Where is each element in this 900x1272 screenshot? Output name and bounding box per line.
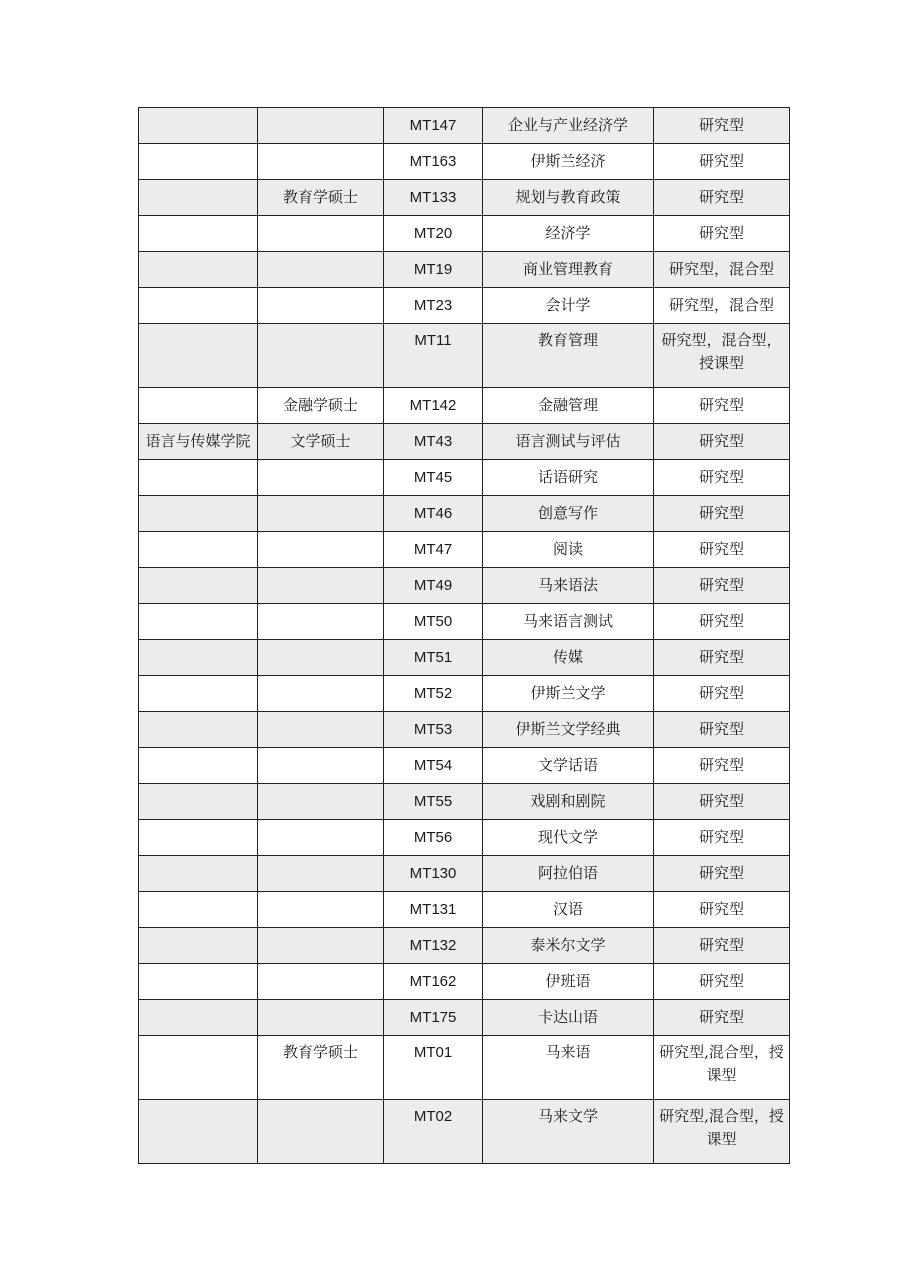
program-code-cell: MT133 <box>384 180 483 216</box>
field-of-study-cell: 会计学 <box>483 288 654 324</box>
program-code-cell: MT147 <box>384 108 483 144</box>
field-of-study-cell: 汉语 <box>483 892 654 928</box>
degree-cell <box>258 1100 384 1164</box>
degree-cell <box>258 496 384 532</box>
faculty-cell <box>139 712 258 748</box>
table-row <box>139 532 790 568</box>
faculty-cell <box>139 388 258 424</box>
study-mode-cell: 研究型 <box>654 568 790 604</box>
field-of-study-cell: 戏剧和剧院 <box>483 784 654 820</box>
degree-cell <box>258 604 384 640</box>
field-of-study-cell: 伊斯兰文学 <box>483 676 654 712</box>
faculty-cell <box>139 288 258 324</box>
program-code-cell: MT56 <box>384 820 483 856</box>
degree-cell <box>258 568 384 604</box>
study-mode-cell: 研究型 <box>654 964 790 1000</box>
faculty-cell <box>139 856 258 892</box>
field-of-study-cell: 创意写作 <box>483 496 654 532</box>
program-code-cell: MT131 <box>384 892 483 928</box>
table-row <box>139 856 790 892</box>
faculty-cell <box>139 144 258 180</box>
degree-cell <box>258 928 384 964</box>
programs-table-body <box>139 108 790 1164</box>
faculty-cell <box>139 1036 258 1100</box>
study-mode-cell: 研究型,混合型，授课型 <box>654 1036 790 1100</box>
faculty-cell <box>139 1000 258 1036</box>
table-row <box>139 1000 790 1036</box>
degree-cell <box>258 324 384 388</box>
field-of-study-cell: 泰米尔文学 <box>483 928 654 964</box>
program-code-cell: MT45 <box>384 460 483 496</box>
table-row <box>139 820 790 856</box>
study-mode-cell: 研究型 <box>654 676 790 712</box>
study-mode-cell: 研究型 <box>654 216 790 252</box>
program-code-cell: MT51 <box>384 640 483 676</box>
degree-cell <box>258 216 384 252</box>
study-mode-cell: 研究型 <box>654 748 790 784</box>
faculty-cell <box>139 532 258 568</box>
table-row <box>139 108 790 144</box>
table-row <box>139 676 790 712</box>
field-of-study-cell: 规划与教育政策 <box>483 180 654 216</box>
study-mode-cell: 研究型 <box>654 108 790 144</box>
program-code-cell: MT55 <box>384 784 483 820</box>
degree-cell <box>258 748 384 784</box>
study-mode-cell: 研究型 <box>654 424 790 460</box>
field-of-study-cell: 马来语法 <box>483 568 654 604</box>
study-mode-cell: 研究型 <box>654 496 790 532</box>
table-row <box>139 424 790 460</box>
faculty-cell <box>139 108 258 144</box>
field-of-study-cell: 经济学 <box>483 216 654 252</box>
table-row <box>139 964 790 1000</box>
table-row <box>139 568 790 604</box>
table-row <box>139 928 790 964</box>
program-code-cell: MT162 <box>384 964 483 1000</box>
faculty-cell <box>139 964 258 1000</box>
program-code-cell: MT20 <box>384 216 483 252</box>
faculty-cell: 语言与传媒学院 <box>139 424 258 460</box>
faculty-cell <box>139 252 258 288</box>
study-mode-cell: 研究型 <box>654 928 790 964</box>
field-of-study-cell: 阅读 <box>483 532 654 568</box>
faculty-cell <box>139 216 258 252</box>
faculty-cell <box>139 892 258 928</box>
table-row <box>139 892 790 928</box>
degree-cell <box>258 288 384 324</box>
program-code-cell: MT11 <box>384 324 483 388</box>
degree-cell <box>258 676 384 712</box>
field-of-study-cell: 伊斯兰经济 <box>483 144 654 180</box>
field-of-study-cell: 伊斯兰文学经典 <box>483 712 654 748</box>
program-code-cell: MT19 <box>384 252 483 288</box>
field-of-study-cell: 现代文学 <box>483 820 654 856</box>
table-row <box>139 604 790 640</box>
study-mode-cell: 研究型 <box>654 144 790 180</box>
degree-cell <box>258 144 384 180</box>
field-of-study-cell: 马来语 <box>483 1036 654 1100</box>
field-of-study-cell: 文学话语 <box>483 748 654 784</box>
degree-cell <box>258 460 384 496</box>
field-of-study-cell: 马来文学 <box>483 1100 654 1164</box>
table-row <box>139 1100 790 1164</box>
field-of-study-cell: 卡达山语 <box>483 1000 654 1036</box>
study-mode-cell: 研究型,混合型，授课型 <box>654 1100 790 1164</box>
degree-cell <box>258 108 384 144</box>
study-mode-cell: 研究型 <box>654 604 790 640</box>
study-mode-cell: 研究型 <box>654 892 790 928</box>
program-code-cell: MT163 <box>384 144 483 180</box>
faculty-cell <box>139 928 258 964</box>
study-mode-cell: 研究型，混合型 <box>654 252 790 288</box>
table-row <box>139 216 790 252</box>
table-row <box>139 640 790 676</box>
field-of-study-cell: 传媒 <box>483 640 654 676</box>
table-row <box>139 748 790 784</box>
table-row <box>139 324 790 388</box>
faculty-cell <box>139 784 258 820</box>
degree-cell <box>258 252 384 288</box>
table-row <box>139 460 790 496</box>
faculty-cell <box>139 604 258 640</box>
faculty-cell <box>139 324 258 388</box>
table-row <box>139 784 790 820</box>
program-code-cell: MT47 <box>384 532 483 568</box>
field-of-study-cell: 马来语言测试 <box>483 604 654 640</box>
table-row <box>139 288 790 324</box>
study-mode-cell: 研究型 <box>654 640 790 676</box>
degree-cell <box>258 892 384 928</box>
field-of-study-cell: 企业与产业经济学 <box>483 108 654 144</box>
program-code-cell: MT130 <box>384 856 483 892</box>
degree-cell: 文学硕士 <box>258 424 384 460</box>
field-of-study-cell: 伊班语 <box>483 964 654 1000</box>
table-row <box>139 252 790 288</box>
programs-table <box>138 107 790 1164</box>
faculty-cell <box>139 748 258 784</box>
faculty-cell <box>139 676 258 712</box>
degree-cell <box>258 856 384 892</box>
program-code-cell: MT46 <box>384 496 483 532</box>
field-of-study-cell: 商业管理教育 <box>483 252 654 288</box>
program-code-cell: MT175 <box>384 1000 483 1036</box>
study-mode-cell: 研究型，混合型，授课型 <box>654 324 790 388</box>
faculty-cell <box>139 496 258 532</box>
field-of-study-cell: 阿拉伯语 <box>483 856 654 892</box>
program-code-cell: MT142 <box>384 388 483 424</box>
study-mode-cell: 研究型 <box>654 532 790 568</box>
study-mode-cell: 研究型 <box>654 856 790 892</box>
field-of-study-cell: 语言测试与评估 <box>483 424 654 460</box>
faculty-cell <box>139 180 258 216</box>
degree-cell <box>258 712 384 748</box>
study-mode-cell: 研究型 <box>654 388 790 424</box>
study-mode-cell: 研究型 <box>654 1000 790 1036</box>
program-code-cell: MT23 <box>384 288 483 324</box>
field-of-study-cell: 金融管理 <box>483 388 654 424</box>
table-row <box>139 1036 790 1100</box>
degree-cell <box>258 640 384 676</box>
degree-cell: 金融学硕士 <box>258 388 384 424</box>
program-code-cell: MT49 <box>384 568 483 604</box>
faculty-cell <box>139 1100 258 1164</box>
study-mode-cell: 研究型 <box>654 460 790 496</box>
degree-cell <box>258 532 384 568</box>
field-of-study-cell: 话语研究 <box>483 460 654 496</box>
study-mode-cell: 研究型 <box>654 784 790 820</box>
program-code-cell: MT01 <box>384 1036 483 1100</box>
table-row <box>139 712 790 748</box>
study-mode-cell: 研究型，混合型 <box>654 288 790 324</box>
degree-cell <box>258 1000 384 1036</box>
program-code-cell: MT53 <box>384 712 483 748</box>
table-row <box>139 144 790 180</box>
program-code-cell: MT50 <box>384 604 483 640</box>
table-row <box>139 496 790 532</box>
degree-cell <box>258 820 384 856</box>
study-mode-cell: 研究型 <box>654 712 790 748</box>
faculty-cell <box>139 820 258 856</box>
program-code-cell: MT54 <box>384 748 483 784</box>
study-mode-cell: 研究型 <box>654 820 790 856</box>
faculty-cell <box>139 640 258 676</box>
degree-cell <box>258 784 384 820</box>
faculty-cell <box>139 460 258 496</box>
study-mode-cell: 研究型 <box>654 180 790 216</box>
program-code-cell: MT132 <box>384 928 483 964</box>
table-row <box>139 180 790 216</box>
faculty-cell <box>139 568 258 604</box>
field-of-study-cell: 教育管理 <box>483 324 654 388</box>
program-code-cell: MT43 <box>384 424 483 460</box>
degree-cell: 教育学硕士 <box>258 180 384 216</box>
program-code-cell: MT52 <box>384 676 483 712</box>
table-row <box>139 388 790 424</box>
degree-cell: 教育学硕士 <box>258 1036 384 1100</box>
degree-cell <box>258 964 384 1000</box>
program-code-cell: MT02 <box>384 1100 483 1164</box>
